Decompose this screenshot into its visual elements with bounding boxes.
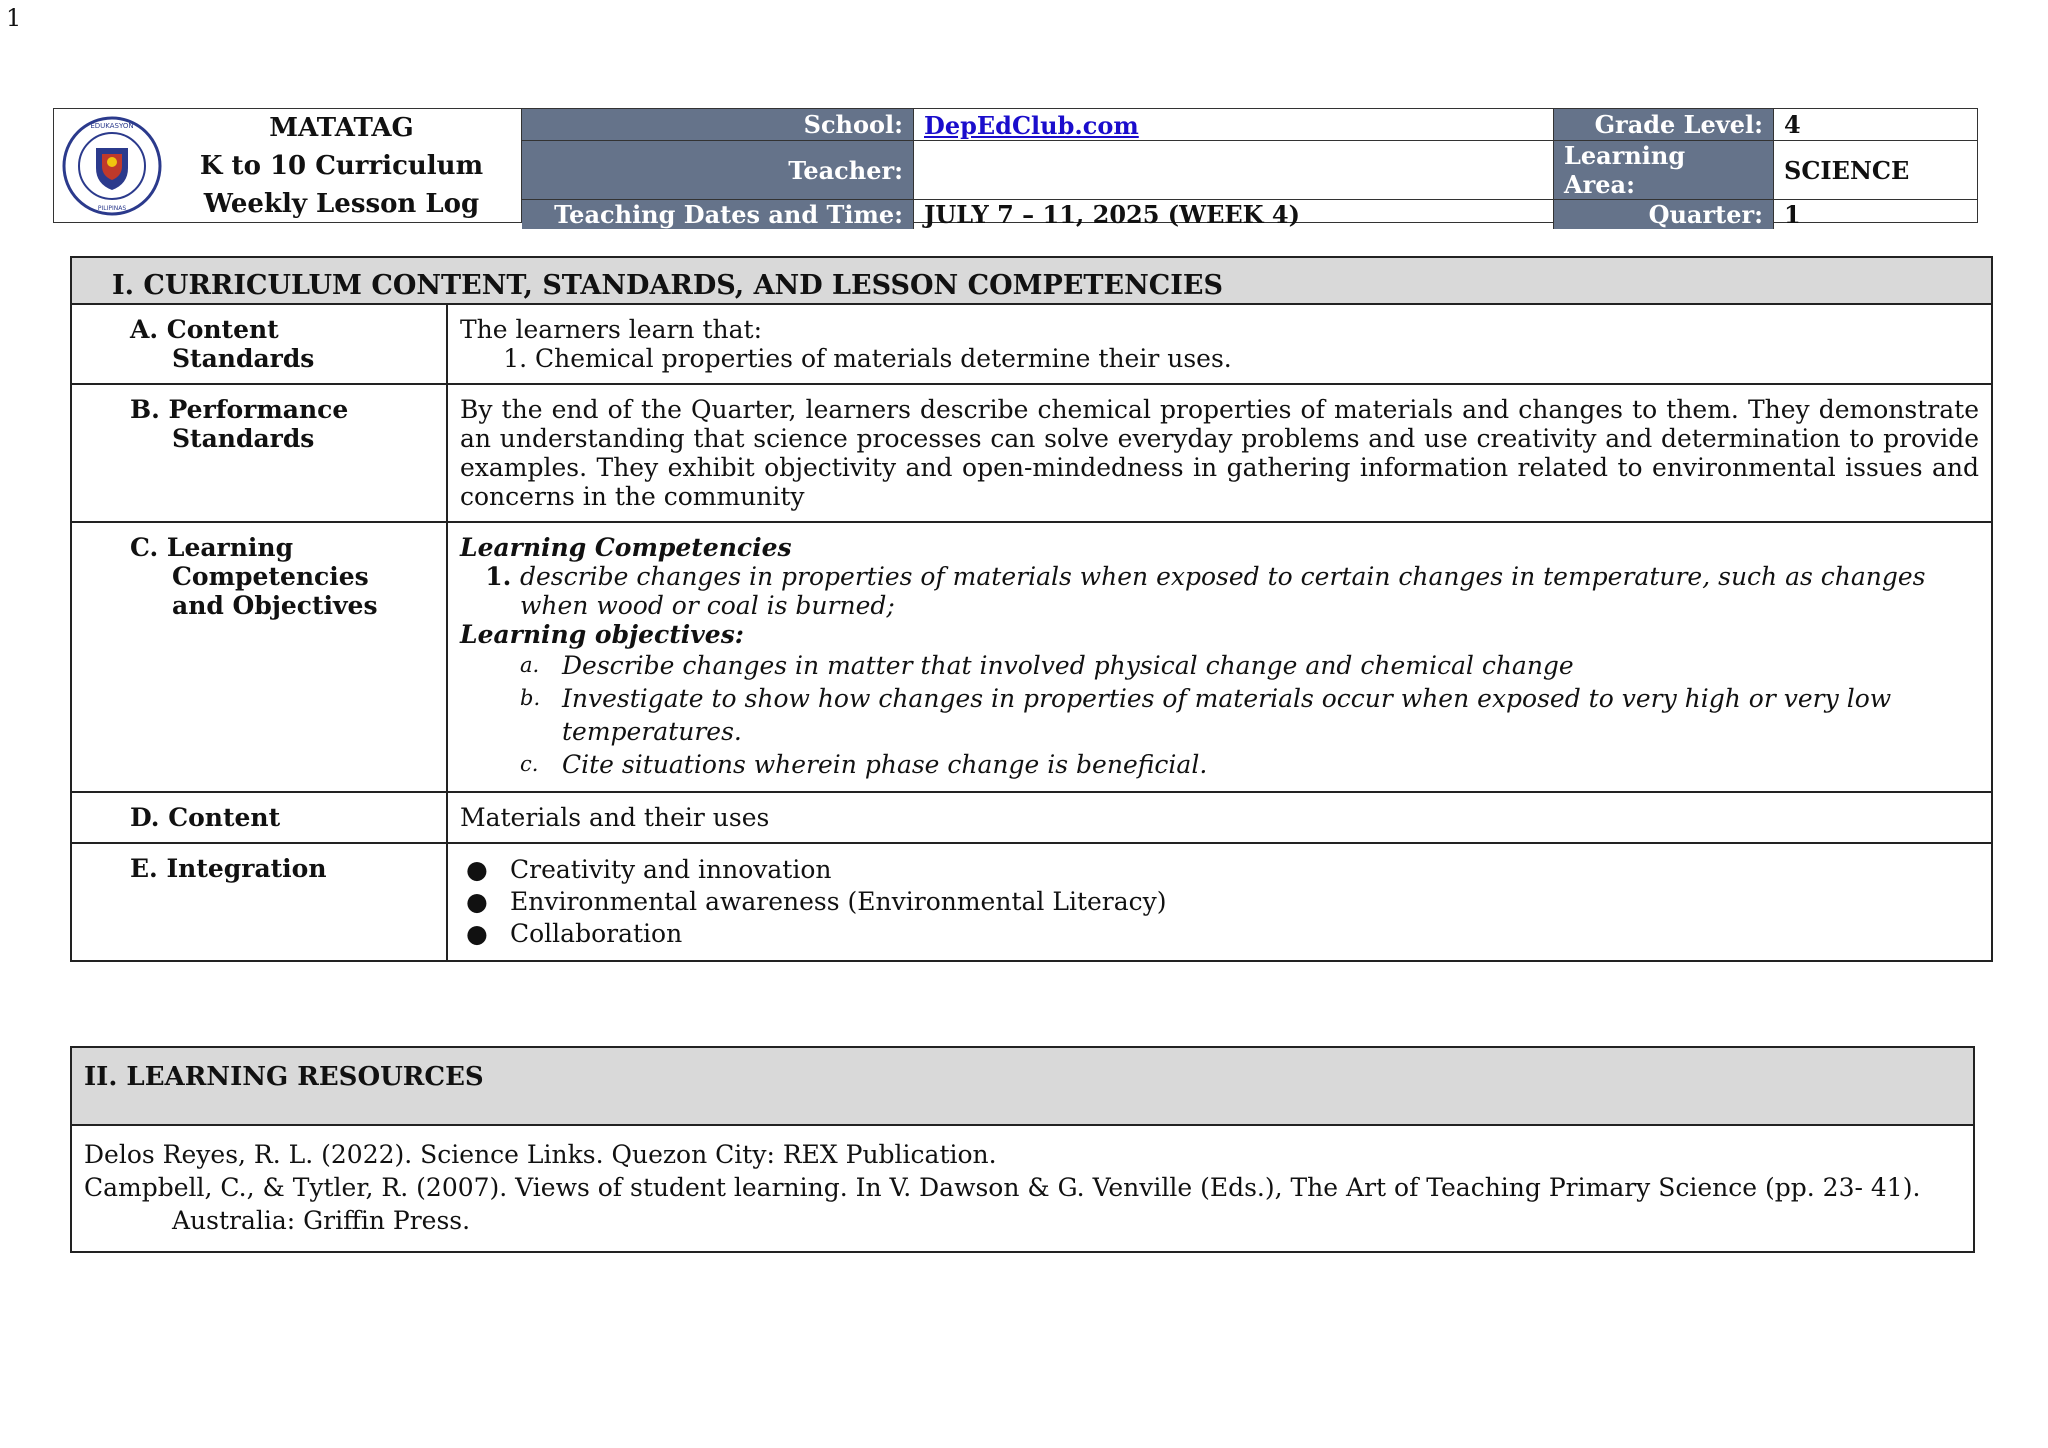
quarter-value: 1 [1784, 200, 1801, 229]
curriculum-title [162, 109, 521, 223]
list-text: Environmental awareness (Environmental Literacy) [510, 887, 1167, 916]
competencies-cell [447, 522, 1992, 792]
competencies-label-c: and Objectives [172, 591, 378, 620]
list-item: 1. describe changes in properties of materials when exposed to certain changes in temperature, such as changes when wood or coal is burned; [520, 562, 1979, 620]
teacher-label: Teacher: [522, 141, 914, 200]
performance-standards-label [71, 384, 447, 522]
list-item [466, 854, 1979, 886]
performance-standards-label-a: B. Performance [130, 395, 349, 424]
integration-cell [447, 843, 1992, 961]
school-link[interactable]: DepEdClub.com [914, 109, 1554, 141]
competencies-label-a: C. Learning [130, 533, 294, 562]
header-info-grid [522, 109, 1977, 229]
list-text: Investigate to show how changes in properties of materials occur when exposed to very high or very low temperatures. [562, 684, 1892, 746]
list-text: Describe changes in matter that involved physical change and chemical change [562, 651, 1574, 680]
section-1-heading: I. CURRICULUM CONTENT, STANDARDS, AND LESSON COMPETENCIES [71, 257, 1992, 304]
list-item [520, 682, 1979, 748]
objectives-heading: Learning objectives: [460, 620, 744, 649]
learning-resources-section [70, 1046, 1975, 1253]
performance-standards-text: By the end of the Quarter, learners describe chemical properties of materials and changes to them. They demonstrate an understanding that science processes can solve everyday problems and use creativity and determination to provide examples. They exhibit objectivity and open-mindedness in gathering information related to environmental issues and concerns in the community [447, 384, 1992, 522]
list-marker: b. [520, 686, 541, 710]
content-standards-label [71, 304, 447, 384]
references-list [72, 1126, 1973, 1251]
competencies-label-b: Competencies [172, 562, 369, 591]
page-number: 1 [6, 4, 22, 32]
content-row [71, 792, 1992, 843]
grade-level-label: Grade Level: [1554, 109, 1774, 141]
reference-item: Campbell, C., & Tytler, R. (2007). Views of student learning. In V. Dawson & G. Venville (Eds.), The Art of Teaching Primary Science (pp. 23- 41). [84, 1173, 1921, 1202]
title-line-2: K to 10 Curriculum [199, 150, 484, 181]
teaching-dates-value: JULY 7 – 11, 2025 (WEEK 4) [914, 200, 1554, 229]
list-marker: a. [520, 653, 540, 677]
content-standards-label-a: A. Content [130, 315, 279, 344]
list-marker: c. [520, 752, 539, 776]
bullet-icon: ● [466, 919, 488, 948]
list-item [466, 886, 1979, 918]
content-standards-row [71, 304, 1992, 384]
curriculum-section-table [70, 256, 1993, 962]
title-line-3: Weekly Lesson Log [203, 188, 480, 219]
competencies-row [71, 522, 1992, 792]
list-text: Creativity and innovation [510, 855, 832, 884]
integration-list [460, 854, 1979, 950]
list-item [520, 748, 1979, 781]
deped-seal-icon [62, 116, 162, 216]
competencies-heading: Learning Competencies [460, 533, 792, 562]
list-text: Collaboration [510, 919, 683, 948]
content-standards-list [460, 344, 1979, 373]
section-2-heading: II. LEARNING RESOURCES [72, 1048, 1973, 1126]
content-standards-cell [447, 304, 1992, 384]
list-item [520, 649, 1979, 682]
content-standards-intro: The learners learn that: [460, 315, 763, 344]
integration-row [71, 843, 1992, 961]
title-line-1: MATATAG [269, 112, 414, 143]
list-text: Cite situations wherein phase change is beneficial. [562, 750, 1208, 779]
competencies-list [460, 562, 1979, 620]
quarter-label: Quarter: [1554, 200, 1774, 229]
performance-standards-label-b: Standards [172, 424, 315, 453]
bullet-icon: ● [466, 887, 488, 916]
svg-text:PILIPINAS: PILIPINAS [97, 204, 127, 212]
teaching-dates-label: Teaching Dates and Time: [522, 200, 914, 229]
content-label: D. Content [71, 792, 447, 843]
teacher-value [914, 141, 1554, 200]
school-label: School: [522, 109, 914, 141]
bullet-icon: ● [466, 855, 488, 884]
integration-label: E. Integration [71, 843, 447, 961]
reference-item-continued: Australia: Griffin Press. [172, 1206, 471, 1235]
svg-text:EDUKASYON: EDUKASYON [90, 121, 134, 130]
performance-standards-row [71, 384, 1992, 522]
reference-item: Delos Reyes, R. L. (2022). Science Links. Quezon City: REX Publication. [84, 1140, 997, 1169]
lesson-log-header [53, 108, 1978, 229]
list-item: 1. Chemical properties of materials determine their uses. [535, 344, 1979, 373]
content-text: Materials and their uses [447, 792, 1992, 843]
content-standards-label-b: Standards [172, 344, 315, 373]
learning-area-label: Learning Area: [1554, 141, 1774, 200]
competencies-label [71, 522, 447, 792]
grade-level-value: 4 [1774, 109, 1977, 141]
list-item [466, 918, 1979, 950]
objectives-list [460, 649, 1979, 781]
learning-area-value: SCIENCE [1774, 141, 1977, 200]
header-title-block [54, 109, 522, 222]
